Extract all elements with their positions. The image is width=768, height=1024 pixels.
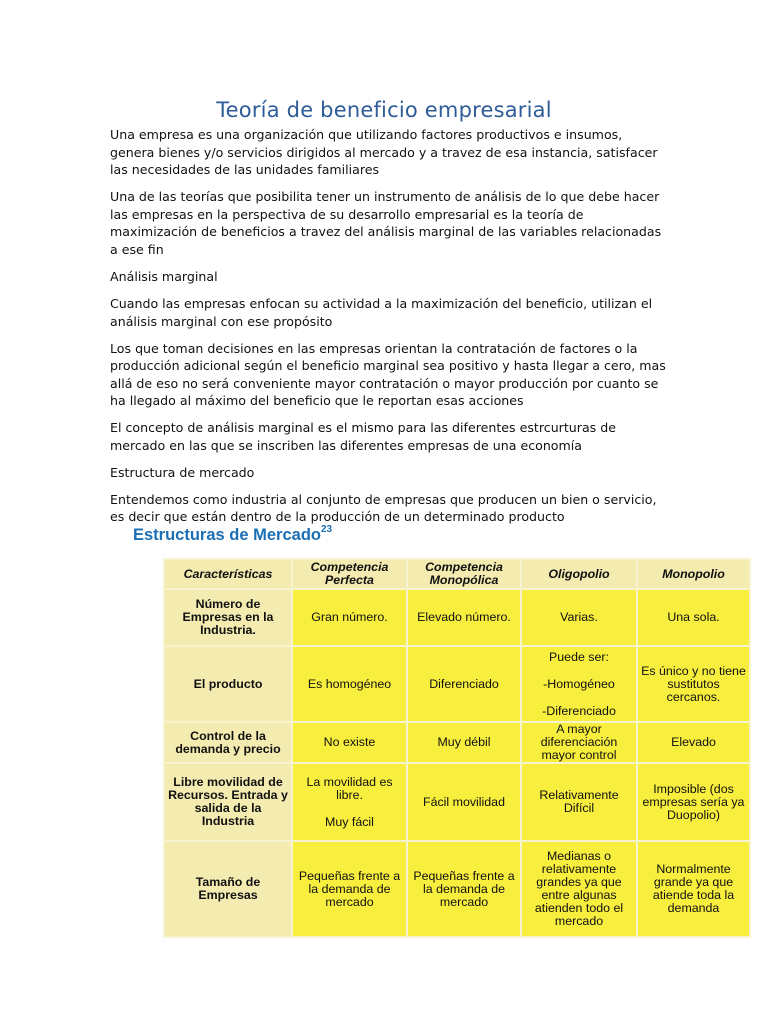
paragraph: Una empresa es una organización que utilizando factores productivos e insumos, genera bienes y/o servicios dirigidos al mercado y a travez de esa instancia, satisfacer las necesidades de las unidades familiares <box>110 127 658 178</box>
section-heading: Análisis marginal <box>110 268 218 284</box>
table-cell: Pequeñas frente a la demanda de mercado <box>292 841 407 937</box>
row-label: Número de Empresas en la Industria. <box>164 589 292 646</box>
table-cell: Elevado <box>637 722 750 763</box>
row-label: Control de la demanda y precio <box>164 722 292 763</box>
document-body <box>110 126 670 535</box>
table-header-row <box>164 559 750 589</box>
market-structures-figure <box>163 558 749 933</box>
table-cell: Imposible (dos empresas sería ya Duopolio) <box>637 763 750 841</box>
table-row <box>164 589 750 646</box>
cell-line: -Diferenciado <box>542 703 616 718</box>
header-competencia-monopolica: Competencia Monopólica <box>407 559 521 589</box>
table-cell: Es homogéneo <box>292 646 407 722</box>
figure-title-text: Estructuras de Mercado <box>133 526 321 544</box>
table-cell: Diferenciado <box>407 646 521 722</box>
row-label: El producto <box>164 646 292 722</box>
table-cell <box>292 763 407 841</box>
table-cell: Fácil movilidad <box>407 763 521 841</box>
table-cell <box>521 646 637 722</box>
table-cell: Varias. <box>521 589 637 646</box>
section-heading: Estructura de mercado <box>110 464 255 480</box>
table-cell: Relativamente Difícil <box>521 763 637 841</box>
cell-line: -Homogéneo <box>543 676 615 691</box>
table-cell: No existe <box>292 722 407 763</box>
table-cell: Elevado número. <box>407 589 521 646</box>
row-label: Tamaño de Empresas <box>164 841 292 937</box>
table-cell: Medianas o relativamente grandes ya que entre algunas atienden todo el mercado <box>521 841 637 937</box>
table-cell: A mayor diferenciación mayor control <box>521 722 637 763</box>
row-label: Libre movilidad de Recursos. Entrada y salida de la Industria <box>164 763 292 841</box>
header-oligopolio: Oligopolio <box>521 559 637 589</box>
paragraph: Entendemos como industria al conjunto de empresas que producen un bien o servicio, es decir que están dentro de la producción de un determinado producto <box>110 491 657 525</box>
header-monopolio: Monopolio <box>637 559 750 589</box>
cell-line: La movilidad es libre. <box>306 774 393 802</box>
table-cell: Gran número. <box>292 589 407 646</box>
market-structures-table <box>163 558 751 938</box>
paragraph: Cuando las empresas enfocan su actividad a la maximización del beneficio, utilizan el análisis marginal con ese propósito <box>110 295 653 329</box>
table-cell: Muy débil <box>407 722 521 763</box>
table-row <box>164 722 750 763</box>
table-cell: Es único y no tiene sustitutos cercanos. <box>637 646 750 722</box>
table-row <box>164 841 750 937</box>
header-competencia-perfecta: Competencia Perfecta <box>292 559 407 589</box>
table-cell: Pequeñas frente a la demanda de mercado <box>407 841 521 937</box>
footnote-marker: 23 <box>320 524 333 535</box>
table-row <box>164 646 750 722</box>
paragraph: Los que toman decisiones en las empresas orientan la contratación de factores o la producción adicional según el beneficio marginal sea positivo y hasta llegar a cero, mas allá de eso no será conveniente mayor contratación o mayor producción por cuanto se ha llegado al máximo del beneficio que le reportan esas acciones <box>110 340 666 409</box>
figure-title <box>133 524 332 545</box>
header-caracteristicas: Características <box>164 559 292 589</box>
table-row <box>164 763 750 841</box>
document-title: Teoría de beneficio empresarial <box>216 98 552 122</box>
paragraph: El concepto de análisis marginal es el mismo para las diferentes estrcurturas de mercado en las que se inscriben las diferentes empresas de una economía <box>110 420 616 453</box>
paragraph: Una de las teorías que posibilita tener un instrumento de análisis de lo que debe hacer las empresas en la perspectiva de su desarrollo empresarial es la teoría de maximización de beneficios a travez del análisis marginal de las variables relacionadas a ese fin <box>110 189 662 257</box>
cell-line: Muy fácil <box>325 814 374 829</box>
table-cell: Una sola. <box>637 589 750 646</box>
table-cell: Normalmente grande ya que atiende toda la demanda <box>637 841 750 937</box>
cell-line: Puede ser: <box>549 649 609 664</box>
